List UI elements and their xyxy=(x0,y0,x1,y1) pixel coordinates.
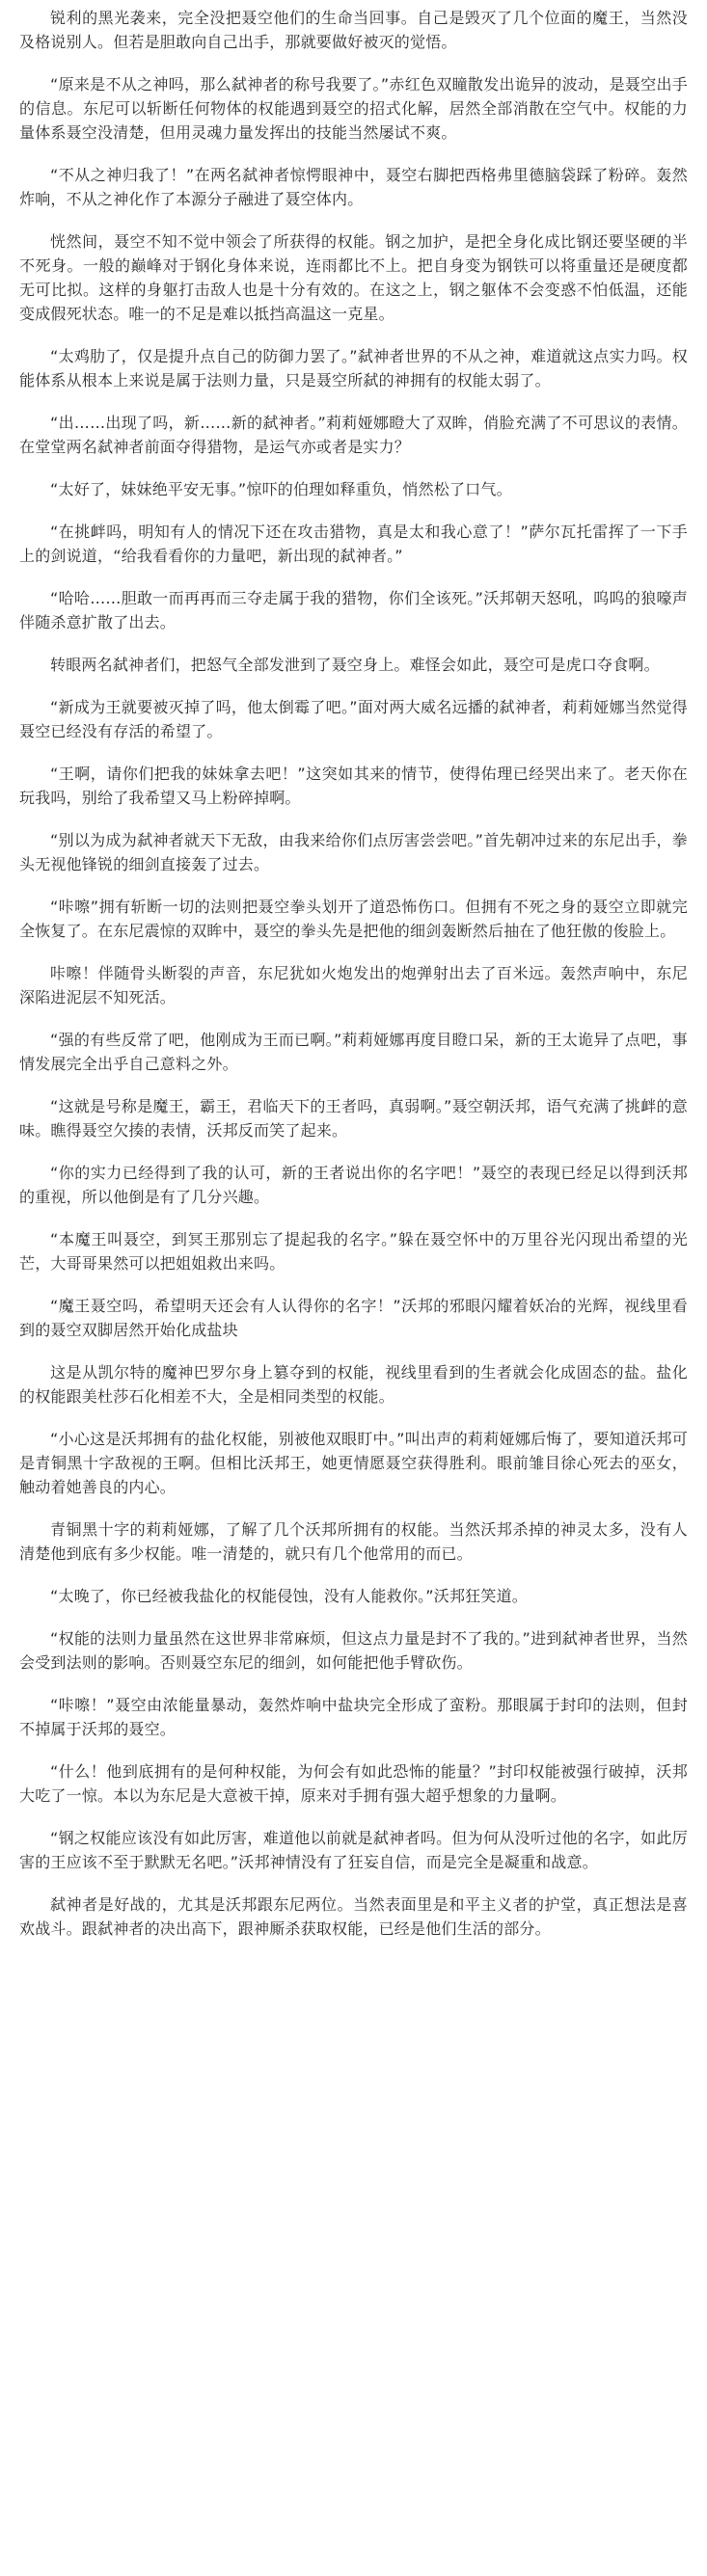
paragraph: 咔嚓！伴随骨头断裂的声音，东尼犹如火炮发出的炮弹射出去了百米远。轰然声响中，东尼深陷进泥层不知死活。 xyxy=(19,964,688,1006)
paragraph: “小心这是沃邦拥有的盐化权能，别被他双眼盯中。”叫出声的莉莉娅娜后悔了，要知道沃邦可是青铜黑十字敌视的王啊。但相比沃邦王，她更情愿聂空获得胜利。眼前雏目徐心死去的巫女，触动着她善良的内心。 xyxy=(19,1430,688,1496)
paragraph: “魔王聂空吗，希望明天还会有人认得你的名字！”沃邦的邪眼闪耀着妖冶的光辉，视线里看到的聂空双脚居然开始化成盐块 xyxy=(19,1297,688,1339)
paragraph: 这是从凯尔特的魔神巴罗尔身上篡夺到的权能，视线里看到的生者就会化成固态的盐。盐化的权能跟美杜莎石化相差不大，全是相同类型的权能。 xyxy=(19,1363,688,1406)
paragraph: 弑神者是好战的，尤其是沃邦跟东尼两位。当然表面里是和平主义者的护堂，真正想法是喜欢战斗。跟弑神者的决出高下，跟神厮杀获取权能，已经是他们生活的部分。 xyxy=(19,1895,688,1938)
paragraph: “别以为成为弑神者就天下无敌，由我来给你们点厉害尝尝吧。”首先朝冲过来的东尼出手，拳头无视他锋锐的细剑直接轰了过去。 xyxy=(19,831,688,873)
paragraph: 青铜黑十字的莉莉娅娜，了解了几个沃邦所拥有的权能。当然沃邦杀掉的神灵太多，没有人清楚他到底有多少权能。唯一清楚的，就只有几个他常用的而已。 xyxy=(19,1520,688,1563)
paragraph: “咔嚓”拥有斩断一切的法则把聂空拳头划开了道恐怖伤口。但拥有不死之身的聂空立即就完全恢复了。在东尼震惊的双眸中，聂空的拳头先是把他的细剑轰断然后抽在了他狂傲的俊脸上。 xyxy=(19,898,688,940)
paragraph: “钢之权能应该没有如此厉害，难道他以前就是弑神者吗。但为何从没听过他的名字，如此厉害的王应该不至于默默无名吧。”沃邦神情没有了狂妄自信，而是完全是凝重和战意。 xyxy=(19,1829,688,1871)
paragraph: “出……出现了吗，新……新的弑神者。”莉莉娅娜瞪大了双眸，俏脸充满了不可思议的表情。在堂堂两名弑神者前面夺得猎物，是运气亦或者是实力？ xyxy=(19,414,688,456)
paragraph: “太好了，妹妹绝平安无事。”惊吓的伯理如释重负，悄然松了口气。 xyxy=(50,480,512,498)
paragraph: “太鸡肋了，仅是提升点自己的防御力罢了。”弑神者世界的不从之神，难道就这点实力吗。权能体系从根本上来说是属于法则力量，只是聂空所弑的神拥有的权能太弱了。 xyxy=(19,347,688,389)
paragraph: “哈哈……胆敢一而再再而三夺走属于我的猎物，你们全该死。”沃邦朝天怒吼，呜呜的狼嚎声伴随杀意扩散了出去。 xyxy=(19,589,688,631)
paragraph: “什么！他到底拥有的是何种权能，为何会有如此恐怖的能量？”封印权能被强行破掉，沃邦大吃了一惊。本以为东尼是大意被干掉，原来对手拥有强大超乎想象的力量啊。 xyxy=(19,1762,688,1805)
paragraph: 转眼两名弑神者们，把怒气全部发泄到了聂空身上。难怪会如此，聂空可是虎口夺食啊。 xyxy=(50,656,660,674)
paragraph: “这就是号称是魔王，霸王，君临天下的王者吗，真弱啊。”聂空朝沃邦，语气充满了挑衅的意味。瞧得聂空欠揍的表情，沃邦反而笑了起来。 xyxy=(19,1097,688,1140)
paragraph: “本魔王叫聂空，到冥王那别忘了提起我的名字。”躲在聂空怀中的万里谷光闪现出希望的光芒，大哥哥果然可以把姐姐救出来吗。 xyxy=(19,1230,688,1273)
paragraph: “太晚了，你已经被我盐化的权能侵蚀，没有人能救你。”沃邦狂笑道。 xyxy=(50,1587,528,1605)
paragraph: “权能的法则力量虽然在这世界非常麻烦，但这点力量是封不了我的。”进到弑神者世界，当然会受到法则的影响。否则聂空东尼的细剑，如何能把他手臂砍伤。 xyxy=(19,1629,688,1672)
paragraph: “在挑衅吗，明知有人的情况下还在攻击猎物，真是太和我心意了！”萨尔瓦托雷挥了一下手上的剑说道，“给我看看你的力量吧，新出现的弑神者。” xyxy=(19,523,688,565)
paragraph: “新成为王就要被灭掉了吗，他太倒霉了吧。”面对两大威名远播的弑神者，莉莉娅娜当然觉得聂空已经没有存活的希望了。 xyxy=(19,698,688,740)
paragraph: “王啊，请你们把我的妹妹拿去吧！”这突如其来的情节，使得佑理已经哭出来了。老天你在玩我吗，别给了我希望又马上粉碎掉啊。 xyxy=(19,765,688,807)
paragraph: “强的有些反常了吧，他刚成为王而已啊。”莉莉娅娜再度目瞪口呆，新的王太诡异了点吧，事情发展完全出乎自己意料之外。 xyxy=(19,1031,688,1073)
paragraph: “你的实力已经得到了我的认可，新的王者说出你的名字吧！”聂空的表现已经足以得到沃邦的重视，所以他倒是有了几分兴趣。 xyxy=(19,1164,688,1206)
paragraph: 锐利的黑光袭来，完全没把聂空他们的生命当回事。自己是毁灭了几个位面的魔王，当然没及格说别人。但若是胆敢向自己出手，那就要做好被灭的觉悟。 xyxy=(19,9,688,51)
paragraph: “不从之神归我了！”在两名弑神者惊愕眼神中，聂空右脚把西格弗里德脑袋踩了粉碎。轰然炸响，不从之神化作了本源分子融进了聂空体内。 xyxy=(19,166,688,208)
paragraph: “咔嚓！”聂空由浓能量暴动，轰然炸响中盐块完全形成了蛮粉。那眼属于封印的法则，但封不掉属于沃邦的聂空。 xyxy=(19,1696,688,1738)
paragraph: 恍然间，聂空不知不觉中领会了所获得的权能。钢之加护，是把全身化成比钢还要坚硬的半不死身。一般的巅峰对于钢化身体来说，连雨都比不上。把自身变为钢铁可以将重量还是硬度都无可比拟。这样的身躯打击敌人也是十分有效的。在这之上，钢之躯体不会变惑不怕低温，还能变成假死状态。唯一的不足是难以抵挡高温这一克星。 xyxy=(19,232,688,323)
paragraph: “原来是不从之神吗，那么弑神者的称号我要了。”赤红色双瞳散发出诡异的波动，是聂空出手的信息。东尼可以斩断任何物体的权能遇到聂空的招式化解，居然全部消散在空气中。权能的力量体系聂空没清楚，但用灵魂力量发挥出的技能当然屡试不爽。 xyxy=(19,75,688,142)
